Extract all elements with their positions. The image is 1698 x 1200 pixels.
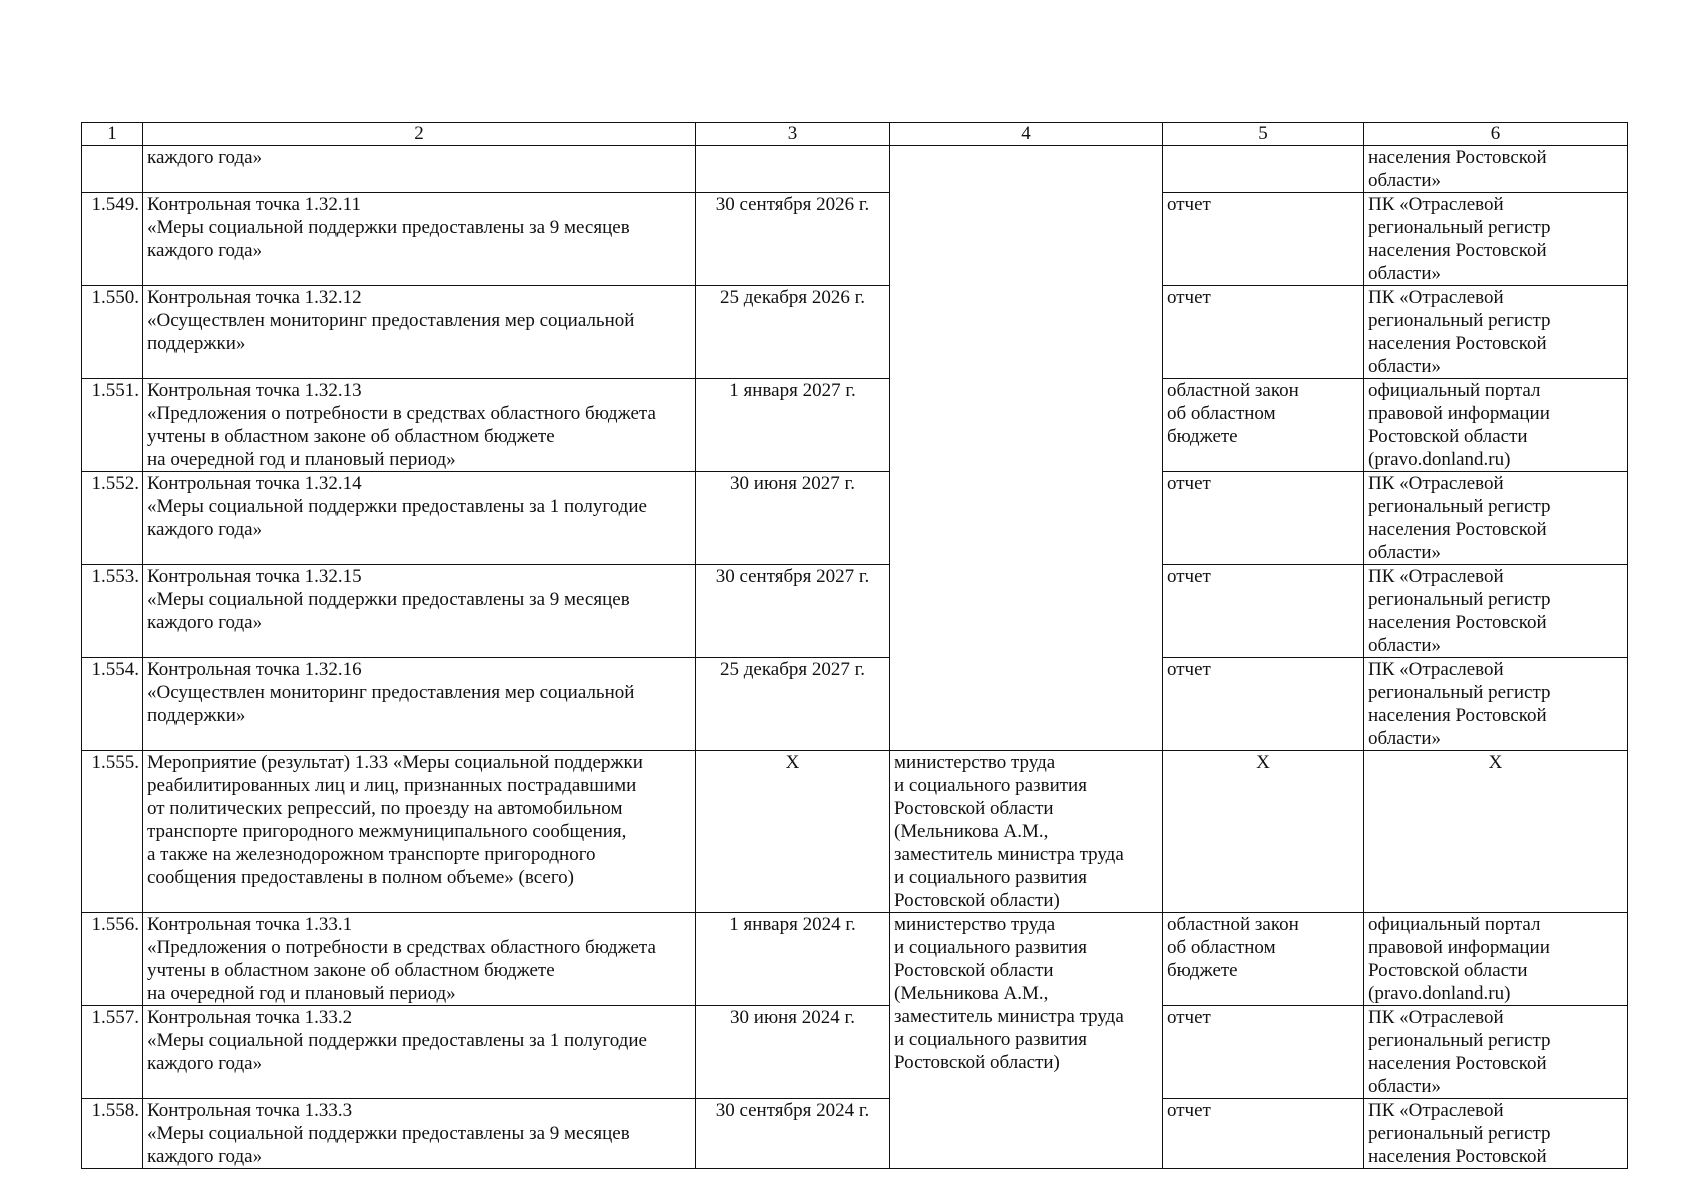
document-type: отчет [1163, 1099, 1364, 1169]
information-source: ПК «Отраслевой региональный регистр населения Ростовской области» [1364, 658, 1628, 751]
row-number: 1.551. [82, 379, 143, 472]
table-row [82, 379, 1628, 472]
row-number: 1.558. [82, 1099, 143, 1169]
document-type: отчет [1163, 565, 1364, 658]
event-name: Контрольная точка 1.32.13 «Предложения о потребности в средствах областного бюджета учтены в областном законе об областном бюджете на очередной год и плановый период» [143, 379, 696, 472]
deadline: 1 января 2027 г. [696, 379, 890, 472]
event-name: Контрольная точка 1.33.1 «Предложения о потребности в средствах областного бюджета учтены в областном законе об областном бюджете на очередной год и плановый период» [143, 913, 696, 1006]
responsible-executor: министерство труда и социального развития Ростовской области (Мельникова А.М., заместитель министра труда и социального развития Ростовской области) [890, 913, 1163, 1169]
information-source: официальный портал правовой информации Ростовской области (pravo.donland.ru) [1364, 379, 1628, 472]
event-name: Контрольная точка 1.33.3 «Меры социальной поддержки предоставлены за 9 месяцев каждого года» [143, 1099, 696, 1169]
table-row [82, 913, 1628, 1006]
event-name: Контрольная точка 1.33.2 «Меры социальной поддержки предоставлены за 1 полугодие каждого года» [143, 1006, 696, 1099]
document-type: областной закон об областном бюджете [1163, 379, 1364, 472]
table-row [82, 1006, 1628, 1099]
table-row [82, 751, 1628, 913]
deadline: 1 января 2024 г. [696, 913, 890, 1006]
information-source: ПК «Отраслевой региональный регистр населения Ростовской области» [1364, 565, 1628, 658]
plan-table [81, 122, 1628, 1169]
document-type: отчет [1163, 286, 1364, 379]
deadline [696, 146, 890, 193]
document-type: отчет [1163, 472, 1364, 565]
table-row [82, 658, 1628, 751]
document-type: X [1163, 751, 1364, 913]
deadline: 30 сентября 2026 г. [696, 193, 890, 286]
row-number: 1.557. [82, 1006, 143, 1099]
deadline: 30 сентября 2024 г. [696, 1099, 890, 1169]
deadline: 30 июня 2027 г. [696, 472, 890, 565]
deadline: 30 июня 2024 г. [696, 1006, 890, 1099]
row-number: 1.554. [82, 658, 143, 751]
event-name: Контрольная точка 1.32.11 «Меры социальной поддержки предоставлены за 9 месяцев каждого года» [143, 193, 696, 286]
event-name: Контрольная точка 1.32.16 «Осуществлен мониторинг предоставления мер социальной поддержки» [143, 658, 696, 751]
header-row [82, 123, 1628, 146]
column-header: 4 [890, 123, 1163, 146]
column-header: 6 [1364, 123, 1628, 146]
information-source: ПК «Отраслевой региональный регистр населения Ростовской области» [1364, 472, 1628, 565]
deadline: 25 декабря 2027 г. [696, 658, 890, 751]
event-name: Контрольная точка 1.32.12 «Осуществлен мониторинг предоставления мер социальной поддержки» [143, 286, 696, 379]
document-type: областной закон об областном бюджете [1163, 913, 1364, 1006]
row-number: 1.555. [82, 751, 143, 913]
responsible-executor: министерство труда и социального развития Ростовской области (Мельникова А.М., заместитель министра труда и социального развития Ростовской области) [890, 751, 1163, 913]
information-source: ПК «Отраслевой региональный регистр населения Ростовской области» [1364, 1006, 1628, 1099]
deadline: X [696, 751, 890, 913]
table-row [82, 1099, 1628, 1169]
information-source: ПК «Отраслевой региональный регистр населения Ростовской области» [1364, 193, 1628, 286]
table-row [82, 146, 1628, 193]
column-header: 2 [143, 123, 696, 146]
row-number: 1.549. [82, 193, 143, 286]
information-source: ПК «Отраслевой региональный регистр населения Ростовской области» [1364, 286, 1628, 379]
table-row [82, 565, 1628, 658]
document-type: отчет [1163, 193, 1364, 286]
column-header: 5 [1163, 123, 1364, 146]
column-header: 3 [696, 123, 890, 146]
event-name: Контрольная точка 1.32.15 «Меры социальной поддержки предоставлены за 9 месяцев каждого года» [143, 565, 696, 658]
row-number: 1.550. [82, 286, 143, 379]
row-number: 1.556. [82, 913, 143, 1006]
row-number: 1.552. [82, 472, 143, 565]
information-source: официальный портал правовой информации Ростовской области (pravo.donland.ru) [1364, 913, 1628, 1006]
document-type [1163, 146, 1364, 193]
information-source: населения Ростовской области» [1364, 146, 1628, 193]
event-name: Мероприятие (результат) 1.33 «Меры социальной поддержки реабилитированных лиц и лиц, признанных пострадавшими от политических репрессий, по проезду на автомобильном транспорте пригородного межмуниципального сообщения, а также на железнодорожном транспорте пригородного сообщения предоставлены в полном объеме» (всего) [143, 751, 696, 913]
deadline: 30 сентября 2027 г. [696, 565, 890, 658]
responsible-executor [890, 146, 1163, 751]
event-name: каждого года» [143, 146, 696, 193]
table-row [82, 286, 1628, 379]
column-header: 1 [82, 123, 143, 146]
row-number: 1.553. [82, 565, 143, 658]
row-number [82, 146, 143, 193]
table-row [82, 472, 1628, 565]
table-row [82, 193, 1628, 286]
deadline: 25 декабря 2026 г. [696, 286, 890, 379]
event-name: Контрольная точка 1.32.14 «Меры социальной поддержки предоставлены за 1 полугодие каждого года» [143, 472, 696, 565]
document-type: отчет [1163, 1006, 1364, 1099]
information-source: ПК «Отраслевой региональный регистр населения Ростовской [1364, 1099, 1628, 1169]
information-source: X [1364, 751, 1628, 913]
document-type: отчет [1163, 658, 1364, 751]
document-page [81, 122, 1628, 1169]
